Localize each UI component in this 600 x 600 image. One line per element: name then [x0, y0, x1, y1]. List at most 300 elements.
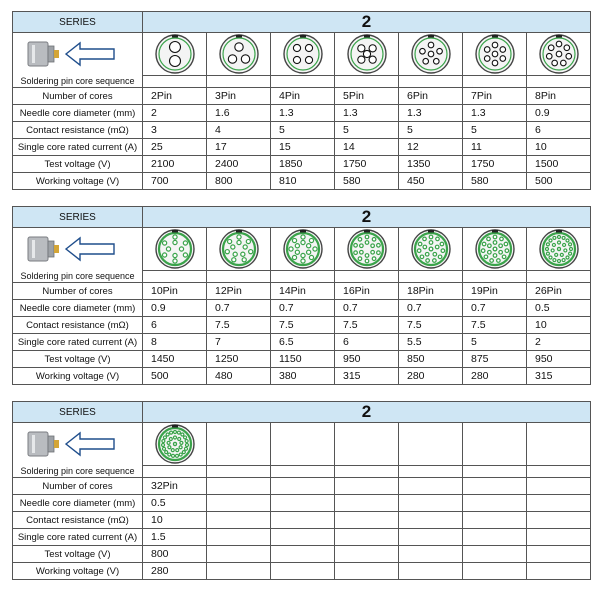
pin-hole	[428, 42, 434, 48]
pin-hole	[489, 259, 493, 263]
pin-hole	[175, 454, 178, 457]
row-label-cores: Number of cores	[13, 478, 143, 495]
pin-hole	[493, 254, 497, 258]
pin-hole	[363, 50, 370, 57]
cell-cores: 8Pin	[527, 88, 591, 105]
cell-test-voltage: 2400	[207, 156, 271, 173]
pin-hole	[185, 440, 188, 443]
pin-hole	[549, 256, 552, 259]
pin-hole	[312, 247, 316, 251]
pin-hole	[248, 250, 252, 254]
cell-diameter: 2	[143, 105, 207, 122]
spec-table-3	[12, 401, 591, 580]
empty-cell	[399, 423, 463, 466]
pin-hole	[440, 242, 444, 246]
pin-layout-6-icon	[408, 33, 454, 75]
pin-hole	[436, 48, 442, 54]
cell-resistance: 5	[271, 122, 335, 139]
cell-current: 12	[399, 139, 463, 156]
cell-resistance: 6	[527, 122, 591, 139]
cell-cores: 18Pin	[399, 283, 463, 300]
pin-hole	[227, 239, 231, 243]
cell-working-voltage: 480	[207, 368, 271, 385]
cell-diameter: 1.3	[335, 105, 399, 122]
cell-working-voltage: 580	[463, 173, 527, 190]
pin-hole	[493, 247, 497, 251]
pin-hole	[173, 436, 176, 439]
cell-test-voltage: 1750	[463, 156, 527, 173]
pin-hole	[240, 252, 244, 256]
pin-hole	[563, 249, 566, 252]
pin-hole	[369, 45, 376, 52]
cell-cores: 7Pin	[463, 88, 527, 105]
pin-hole	[568, 252, 571, 255]
pin-layout-26-icon	[536, 228, 582, 270]
pin-hole	[300, 235, 304, 239]
row-label-cores: Number of cores	[13, 283, 143, 300]
pin-hole	[177, 431, 180, 434]
pin-hole	[162, 241, 166, 245]
pin-hole	[505, 249, 509, 253]
pin-hole	[372, 237, 376, 241]
pin-hole	[420, 255, 424, 259]
pin-hole	[173, 443, 176, 446]
pin-hole	[429, 235, 433, 239]
cell-working-voltage: 280	[399, 368, 463, 385]
pin-hole	[502, 255, 506, 259]
pin-diagram-cell	[399, 228, 463, 271]
pin-hole	[493, 241, 497, 245]
pin-hole	[179, 441, 182, 444]
pin-hole	[481, 249, 485, 253]
pin-hole	[309, 255, 313, 259]
spec-table-2	[12, 206, 591, 385]
pin-hole	[167, 453, 170, 456]
pin-hole	[566, 256, 569, 259]
pin-hole	[433, 58, 439, 64]
pin-diagram-cell	[143, 423, 207, 466]
pin-hole	[179, 446, 182, 449]
pin-hole	[358, 237, 362, 241]
pin-layout-4-icon	[280, 33, 326, 75]
pin-hole	[376, 243, 380, 247]
pin-hole	[423, 245, 427, 249]
pin-hole	[293, 56, 300, 63]
pin-hole	[171, 454, 174, 457]
cell-cores: 2Pin	[143, 88, 207, 105]
pin-hole	[246, 239, 250, 243]
pin-hole	[172, 259, 176, 263]
cell-current: 14	[335, 139, 399, 156]
pin-hole	[369, 56, 376, 63]
row-label-resistance: Contact resistance (mΩ)	[13, 512, 143, 529]
pin-hole	[161, 443, 164, 446]
pin-hole	[370, 244, 374, 248]
pin-hole	[359, 250, 363, 254]
pin-hole	[241, 55, 249, 63]
row-label-working-voltage: Working voltage (V)	[13, 368, 143, 385]
pin-hole	[372, 257, 376, 261]
pin-hole	[295, 250, 299, 254]
cell-resistance: 7.5	[399, 317, 463, 334]
pin-hole	[358, 257, 362, 261]
pin-hole	[231, 258, 235, 262]
pin-hole	[306, 244, 310, 248]
pin-hole	[552, 243, 555, 246]
pin-hole	[225, 250, 229, 254]
pin-layout-32-icon	[152, 423, 198, 465]
pin-hole	[166, 247, 170, 251]
series-number: 2	[143, 12, 591, 33]
connector-image-cell	[13, 33, 143, 76]
cell-test-voltage: 800	[143, 546, 207, 563]
pin-hole	[432, 259, 436, 263]
pin-hole	[182, 451, 185, 454]
pin-diagram-cell	[271, 228, 335, 271]
cell-current: 6	[335, 334, 399, 351]
pin-hole	[499, 237, 503, 241]
pin-hole	[425, 259, 429, 263]
pin-diagram-cell	[527, 33, 591, 76]
pin-layout-12-icon	[216, 228, 262, 270]
pin-layout-16-icon	[344, 228, 390, 270]
cell-current: 15	[271, 139, 335, 156]
pin-hole	[230, 245, 234, 249]
pin-diagram-cell	[335, 228, 399, 271]
pin-hole	[169, 56, 180, 67]
cell-test-voltage: 950	[527, 351, 591, 368]
pin-hole	[183, 436, 186, 439]
pin-hole	[552, 236, 555, 239]
pin-diagram-cell	[463, 228, 527, 271]
cell-test-voltage: 2100	[143, 156, 207, 173]
pin-hole	[548, 45, 554, 51]
cell-cores: 32Pin	[143, 478, 207, 495]
cell-cores: 14Pin	[271, 283, 335, 300]
row-label-soldering: Soldering pin core sequence	[13, 76, 143, 88]
cell-current: 5	[463, 334, 527, 351]
pin-hole	[546, 53, 552, 59]
pin-hole	[438, 255, 442, 259]
cell-cores: 16Pin	[335, 283, 399, 300]
cell-current: 25	[143, 139, 207, 156]
cell-diameter: 0.5	[143, 495, 207, 512]
pin-hole	[293, 44, 300, 51]
pin-hole	[183, 253, 187, 257]
cell-diameter: 0.7	[463, 300, 527, 317]
pin-hole	[429, 247, 433, 251]
pin-hole	[365, 241, 369, 245]
pin-hole	[557, 236, 560, 239]
connector-arrow-icon	[18, 423, 138, 465]
row-label-soldering: Soldering pin core sequence	[13, 271, 143, 283]
pin-hole	[365, 235, 369, 239]
cell-test-voltage: 1500	[527, 156, 591, 173]
cell-current: 6.5	[271, 334, 335, 351]
pin-hole	[569, 248, 572, 251]
connector-arrow-icon	[18, 33, 138, 75]
cell-resistance: 7.5	[271, 317, 335, 334]
pin-hole	[185, 443, 188, 446]
series-label: SERIES	[13, 12, 143, 33]
pin-hole	[357, 56, 364, 63]
pin-hole	[493, 235, 497, 239]
pin-hole	[492, 51, 498, 57]
cell-test-voltage: 1150	[271, 351, 335, 368]
pin-hole	[560, 253, 563, 256]
pin-hole	[568, 243, 571, 246]
pin-hole	[429, 241, 433, 245]
cell-working-voltage: 450	[399, 173, 463, 190]
pin-hole	[288, 247, 292, 251]
pin-hole	[180, 433, 183, 436]
cell-resistance: 6	[143, 317, 207, 334]
pin-hole	[236, 235, 240, 239]
pin-layout-10-icon	[152, 228, 198, 270]
cell-cores: 3Pin	[207, 88, 271, 105]
pin-hole	[482, 242, 486, 246]
pin-hole	[545, 248, 548, 251]
pin-hole	[565, 53, 571, 59]
pin-hole	[161, 440, 164, 443]
cell-working-voltage: 800	[207, 173, 271, 190]
pin-hole	[425, 252, 429, 256]
row-label-test-voltage: Test voltage (V)	[13, 156, 143, 173]
pin-hole	[499, 47, 505, 53]
pin-diagram-cell	[207, 33, 271, 76]
pin-hole	[359, 244, 363, 248]
cell-diameter: 0.7	[335, 300, 399, 317]
pin-layout-2-icon	[152, 33, 198, 75]
cell-working-voltage: 500	[527, 173, 591, 190]
pin-hole	[428, 51, 434, 57]
cell-diameter: 1.6	[207, 105, 271, 122]
pin-hole	[562, 259, 565, 262]
pin-hole	[292, 238, 296, 242]
pin-hole	[166, 433, 169, 436]
pin-hole	[557, 241, 560, 244]
pin-hole	[305, 44, 312, 51]
cell-resistance: 7.5	[463, 317, 527, 334]
pin-diagram-cell	[143, 33, 207, 76]
pin-hole	[300, 253, 304, 257]
pin-hole	[175, 449, 178, 452]
cell-cores: 19Pin	[463, 283, 527, 300]
connector-arrow-icon	[18, 228, 138, 270]
pin-hole	[173, 431, 176, 434]
pin-diagram-cell	[463, 33, 527, 76]
cell-current: 7	[207, 334, 271, 351]
cell-cores: 5Pin	[335, 88, 399, 105]
spec-table-1	[12, 11, 591, 190]
pin-hole	[564, 45, 570, 51]
cell-test-voltage: 850	[399, 351, 463, 368]
pin-hole	[504, 242, 508, 246]
pin-hole	[487, 250, 491, 254]
pin-hole	[305, 56, 312, 63]
pin-hole	[365, 254, 369, 258]
pin-hole	[419, 48, 425, 54]
pin-hole	[353, 251, 357, 255]
cell-cores: 6Pin	[399, 88, 463, 105]
series-number: 2	[143, 207, 591, 228]
pin-hole	[309, 238, 313, 242]
cell-resistance: 5	[399, 122, 463, 139]
cell-working-voltage: 810	[271, 173, 335, 190]
pin-layout-18-icon	[408, 228, 454, 270]
cell-working-voltage: 315	[527, 368, 591, 385]
cell-test-voltage: 1850	[271, 156, 335, 173]
pin-diagram-cell	[271, 33, 335, 76]
pin-hole	[441, 249, 445, 253]
pin-hole	[498, 244, 502, 248]
cell-diameter: 0.7	[271, 300, 335, 317]
connector-image-cell	[13, 228, 143, 271]
pin-hole	[228, 55, 236, 63]
cell-test-voltage: 1350	[399, 156, 463, 173]
pin-hole	[167, 446, 170, 449]
pin-hole	[179, 453, 182, 456]
cell-resistance: 4	[207, 122, 271, 139]
pin-hole	[183, 241, 187, 245]
cell-current: 1.5	[143, 529, 207, 546]
connector-image-cell	[13, 423, 143, 466]
pin-hole	[417, 249, 421, 253]
pin-hole	[163, 436, 166, 439]
pin-hole	[492, 60, 498, 66]
pin-diagram-cell	[527, 228, 591, 271]
pin-hole	[295, 244, 299, 248]
pin-hole	[243, 245, 247, 249]
cell-diameter: 0.9	[527, 105, 591, 122]
row-label-diameter: Needle core diameter (mm)	[13, 495, 143, 512]
pin-layout-3-icon	[216, 33, 262, 75]
pin-hole	[177, 438, 180, 441]
cell-working-voltage: 580	[335, 173, 399, 190]
pin-hole	[300, 240, 304, 244]
pin-hole	[551, 60, 557, 66]
cell-resistance: 5	[463, 122, 527, 139]
cell-diameter: 1.3	[463, 105, 527, 122]
pin-hole	[557, 260, 560, 263]
pin-hole	[435, 245, 439, 249]
pin-hole	[556, 51, 562, 57]
pin-hole	[433, 252, 437, 256]
pin-diagram-cell	[207, 228, 271, 271]
cell-working-voltage: 380	[271, 368, 335, 385]
pin-hole	[365, 259, 369, 263]
pin-hole	[554, 253, 557, 256]
cell-test-voltage: 1450	[143, 351, 207, 368]
pin-hole	[566, 239, 569, 242]
row-label-current: Single core rated current (A)	[13, 139, 143, 156]
pin-diagram-cell	[335, 33, 399, 76]
pin-hole	[422, 58, 428, 64]
cell-cores: 26Pin	[527, 283, 591, 300]
cell-cores: 10Pin	[143, 283, 207, 300]
cell-diameter: 0.9	[143, 300, 207, 317]
cell-current: 2	[527, 334, 591, 351]
row-label-current: Single core rated current (A)	[13, 334, 143, 351]
cell-diameter: 0.7	[207, 300, 271, 317]
cell-current: 11	[463, 139, 527, 156]
cell-diameter: 1.3	[399, 105, 463, 122]
pin-hole	[435, 237, 439, 241]
pin-hole	[169, 438, 172, 441]
pin-hole	[353, 243, 357, 247]
pin-diagram-cell	[143, 228, 207, 271]
pin-hole	[357, 45, 364, 52]
cell-current: 8	[143, 334, 207, 351]
pin-hole	[162, 447, 165, 450]
empty-cell	[335, 423, 399, 466]
pin-hole	[486, 237, 490, 241]
cell-current: 17	[207, 139, 271, 156]
pin-hole	[487, 244, 491, 248]
cell-current: 5.5	[399, 334, 463, 351]
cell-diameter: 0.7	[399, 300, 463, 317]
pin-hole	[370, 250, 374, 254]
row-label-test-voltage: Test voltage (V)	[13, 546, 143, 563]
row-label-diameter: Needle core diameter (mm)	[13, 300, 143, 317]
pin-hole	[167, 441, 170, 444]
series-label: SERIES	[13, 207, 143, 228]
cell-resistance: 10	[143, 512, 207, 529]
pin-hole	[164, 451, 167, 454]
empty-cell	[463, 423, 527, 466]
pin-hole	[418, 242, 422, 246]
pin-hole	[556, 41, 562, 47]
series-number: 2	[143, 402, 591, 423]
pin-layout-7-icon	[472, 33, 518, 75]
empty-cell	[527, 423, 591, 466]
pin-hole	[551, 249, 554, 252]
pin-hole	[162, 253, 166, 257]
pin-layout-8-icon	[536, 33, 582, 75]
pin-hole	[552, 259, 555, 262]
pin-hole	[300, 259, 304, 263]
pin-hole	[179, 247, 183, 251]
series-label: SERIES	[13, 402, 143, 423]
row-label-soldering: Soldering pin core sequence	[13, 466, 143, 478]
pin-hole	[549, 239, 552, 242]
pin-hole	[546, 252, 549, 255]
row-label-working-voltage: Working voltage (V)	[13, 563, 143, 580]
row-label-cores: Number of cores	[13, 88, 143, 105]
pin-hole	[484, 56, 490, 62]
pin-hole	[492, 42, 498, 48]
pin-hole	[484, 255, 488, 259]
pin-hole	[496, 259, 500, 263]
pin-hole	[484, 47, 490, 53]
pin-hole	[172, 253, 176, 257]
pin-hole	[562, 243, 565, 246]
cell-test-voltage: 1250	[207, 351, 271, 368]
pin-hole	[422, 237, 426, 241]
pin-hole	[171, 449, 174, 452]
pin-hole	[376, 251, 380, 255]
cell-resistance: 7.5	[335, 317, 399, 334]
cell-resistance: 7.5	[207, 317, 271, 334]
row-label-resistance: Contact resistance (mΩ)	[13, 122, 143, 139]
pin-hole	[184, 447, 187, 450]
pin-layout-19-icon	[472, 228, 518, 270]
cell-resistance: 10	[527, 317, 591, 334]
empty-cell	[207, 423, 271, 466]
cell-resistance: 5	[335, 122, 399, 139]
cell-test-voltage: 1750	[335, 156, 399, 173]
pin-hole	[546, 243, 549, 246]
